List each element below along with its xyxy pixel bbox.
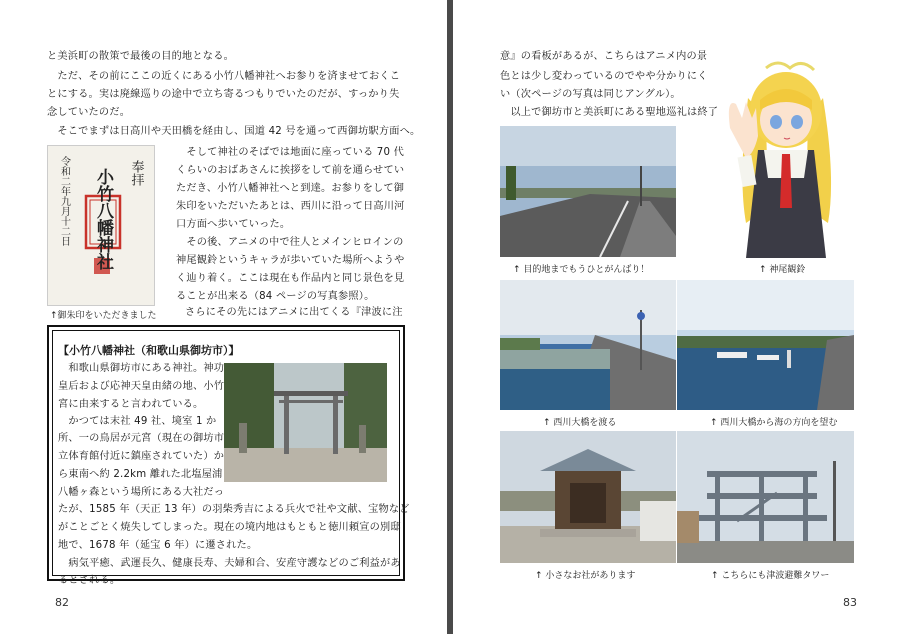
- info-line: 立体育館付近に鎮座されていた）か: [58, 451, 225, 462]
- goshuin-stamp-drawing: [48, 146, 154, 305]
- character-drawing: [718, 58, 853, 258]
- bridge-caption: ↑ 西川大橋を渡る: [543, 418, 617, 428]
- info-box-title: 【小竹八幡神社（和歌山県御坊市）】: [58, 344, 240, 357]
- body-line: 口方面へ歩いていった。: [176, 219, 291, 230]
- page-number-right: 83: [843, 596, 857, 609]
- tower-caption: ↑ こちらにも津波避難タワー: [711, 571, 830, 581]
- stamp-text-date: 令和二年九月十二日: [58, 156, 70, 246]
- small-shrine-photo: [500, 431, 676, 563]
- body-line: ただき、小竹八幡神社へと到達。お参りをして御: [176, 183, 405, 194]
- body-line: 朱印をいただいたあとは、西川に沿って日高川河: [176, 201, 405, 212]
- shrine-torii-photo: [224, 363, 387, 482]
- info-line: 地で、1678 年（延宝 6 年）に遷された。: [58, 540, 258, 551]
- character-caption: ↑ 神尾観鈴: [759, 265, 806, 275]
- info-line: 宮に由来すると言われている。: [58, 399, 204, 410]
- bridge-photo: [500, 280, 676, 410]
- body-line: 以上で御坊市と美浜町にある聖地巡礼は終了: [500, 107, 719, 118]
- sea-view-photo: [677, 280, 854, 410]
- body-line: と美浜町の散策で最後の目的地となる。: [47, 51, 234, 62]
- body-line: 念していたのだ。: [47, 107, 131, 118]
- page-number-left: 82: [55, 596, 69, 609]
- info-line: 和歌山県御坊市にある神社。神功: [58, 363, 225, 374]
- body-line: くらいのおばあさんに挨拶をして前を通らせてい: [176, 165, 405, 176]
- shrine-caption: ↑ 小さなお社があります: [535, 571, 636, 581]
- stamp-text-hohai: 奉拝: [128, 160, 144, 186]
- character-illustration: [718, 58, 853, 258]
- body-line: そこでまずは日高川や天田橋を経由し、国道 42 号を通って西御坊駅方面へ。: [47, 126, 421, 137]
- body-line: 色とは少し変わっているのでやや分かりにく: [500, 71, 708, 82]
- info-line: かつては末社 49 社、境室 1 か: [58, 416, 217, 427]
- info-line: 所、一の鳥居が元宮（現在の御坊市: [58, 433, 225, 444]
- sea-view-caption: ↑ 西川大橋から海の方向を望む: [710, 418, 838, 428]
- body-line: い（次ページの写真は同じアングル）。: [500, 89, 681, 100]
- stamp-caption: ↑御朱印をいただきました: [50, 311, 157, 321]
- stamp-text-shrine-name: 小竹八幡神社: [93, 168, 113, 270]
- road-caption: ↑ 目的地までもうひとがんばり！: [513, 265, 650, 275]
- info-line: 皇后および応神天皇由緒の地、小竹: [58, 381, 225, 392]
- body-line: さらにその先にはアニメに出てくる『津波に注: [185, 307, 403, 318]
- body-line: 意』の看板があるが、こちらはアニメ内の景: [500, 51, 708, 62]
- info-line: たが、1585 年（天正 13 年）の羽柴秀吉による兵火で社や文献、宝物など: [58, 504, 410, 515]
- body-line: ることが出来る（84 ページの写真参照）。: [176, 291, 375, 302]
- body-line: その後、アニメの中で往人とメインヒロインの: [176, 237, 404, 248]
- info-line: がことごとく焼失してしまった。現在の境内地はもともと徳川頼宣の別邸: [58, 522, 401, 533]
- info-line: 病気平癒、武運長久、健康長寿、夫婦和合、安産守護などのご利益があ: [58, 558, 401, 569]
- tsunami-tower-photo: [677, 431, 854, 563]
- body-line: 神尾観鈴というキャラが歩いていた場所へようや: [176, 255, 405, 266]
- body-line: ただ、その前にここの近くにある小竹八幡神社へお参りを済ませておくこ: [47, 71, 401, 82]
- info-line: ら東南へ約 2.2km 離れた北塩屋浦: [58, 469, 223, 480]
- right-page: [453, 0, 900, 634]
- info-line: 八幡ヶ森という場所にある大社だっ: [58, 487, 225, 498]
- body-line: く辿り着く。ここは現在も作品内と同じ景色を見: [176, 273, 405, 284]
- left-page: [0, 0, 447, 634]
- road-photo: [500, 126, 676, 257]
- info-line: るとされる。: [58, 575, 121, 586]
- goshuin-stamp-image: [47, 145, 155, 306]
- body-line: そして神社のそばでは地面に座っている 70 代: [176, 147, 404, 158]
- body-line: とにする。実は廃線巡りの途中で立ち寄るつもりでいたのだが、すっかり失: [47, 89, 400, 100]
